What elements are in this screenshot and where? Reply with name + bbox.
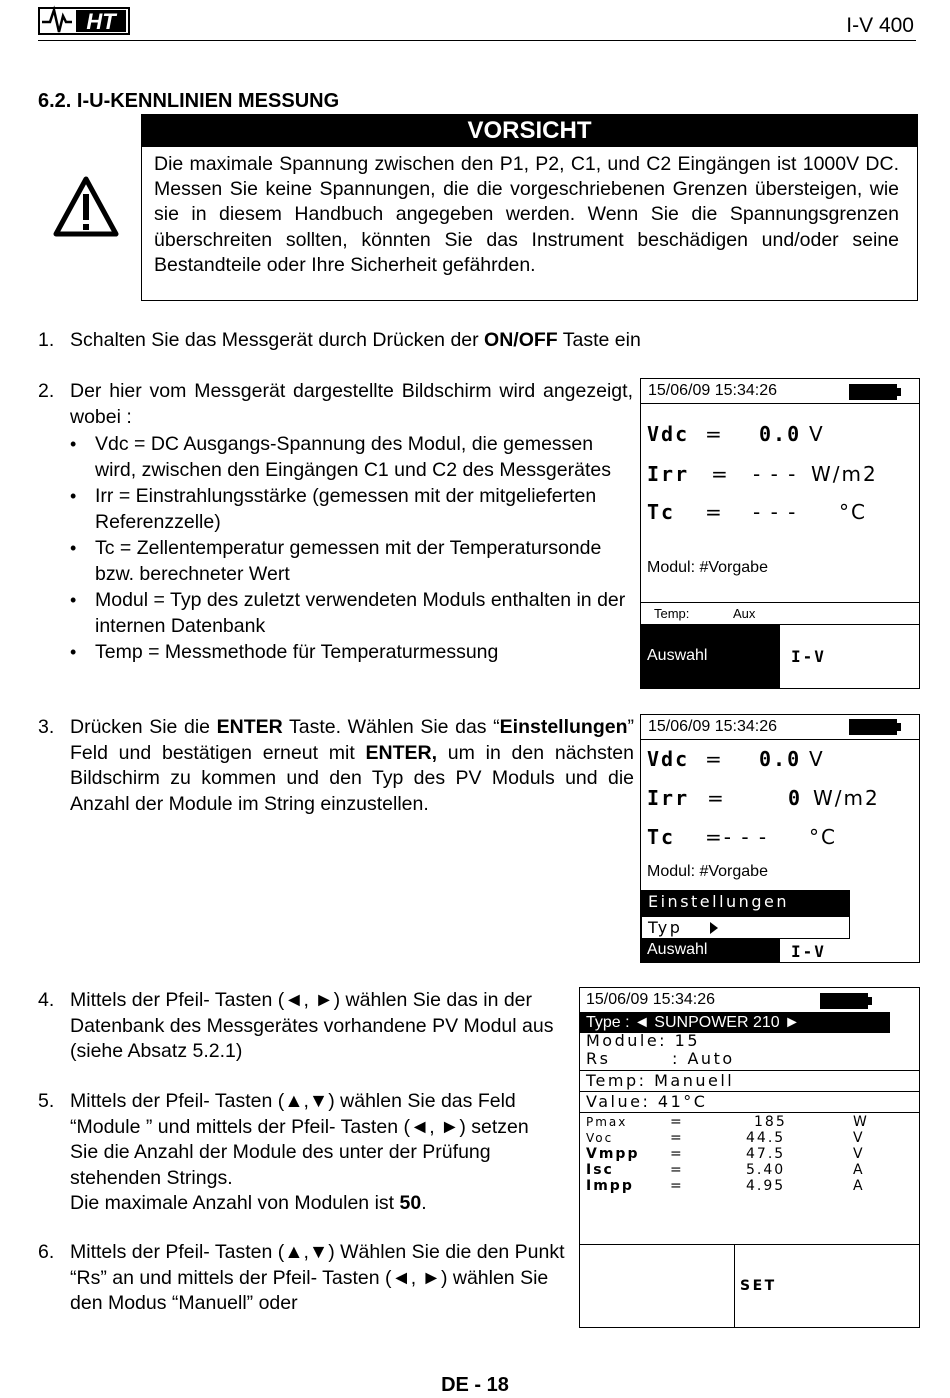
text-part: Schalten Sie das Messgerät durch Drücken der xyxy=(70,329,485,351)
header-divider xyxy=(38,40,916,41)
left-softkey[interactable] xyxy=(580,1245,734,1328)
rs-value[interactable]: : Auto xyxy=(672,1049,735,1068)
module-count[interactable]: Module: 15 xyxy=(586,1031,701,1050)
equals-sign: = xyxy=(705,500,724,524)
vdc-value: 0.0 xyxy=(759,747,802,771)
type-selector[interactable]: Type : ◄ SUNPOWER 210 ► xyxy=(580,1012,890,1033)
vdc-unit: V xyxy=(809,422,825,446)
divider xyxy=(641,602,919,603)
module-params xyxy=(580,1114,919,1194)
param-name: Isc xyxy=(586,1162,614,1178)
select-label: Auswahl xyxy=(647,941,708,958)
select-softkey[interactable] xyxy=(641,939,780,963)
text-part: Die maximale Anzahl von Modulen ist xyxy=(70,1192,400,1214)
screen-datetime: 15/06/09 15:34:26 xyxy=(586,991,716,1008)
temp-mode[interactable]: Temp: Manuell xyxy=(586,1071,735,1090)
equals-sign: = xyxy=(670,1114,684,1130)
step-number: 5. xyxy=(38,1090,55,1112)
param-name: Impp xyxy=(586,1178,634,1194)
param-row xyxy=(580,1178,919,1194)
key-name: ENTER, xyxy=(365,741,438,764)
param-row xyxy=(580,1162,919,1178)
divider xyxy=(580,1112,919,1113)
step-text xyxy=(70,328,641,354)
irr-value: 0 xyxy=(788,786,803,810)
param-row xyxy=(580,1130,919,1146)
select-softkey[interactable] xyxy=(641,625,780,689)
select-label: Auswahl xyxy=(647,647,708,664)
text-part: . xyxy=(421,1192,427,1214)
battery-icon xyxy=(849,384,897,400)
warning-box xyxy=(141,114,918,301)
instrument-screen-3 xyxy=(579,987,920,1328)
param-row xyxy=(580,1146,919,1162)
battery-icon xyxy=(820,993,868,1009)
vdc-unit: V xyxy=(809,747,825,771)
tc-unit: °C xyxy=(809,825,837,849)
text-part: Drücken Sie die xyxy=(70,716,217,738)
max-modules: 50 xyxy=(399,1192,422,1214)
key-name: ENTER xyxy=(216,716,283,738)
equals-sign: = xyxy=(705,422,724,446)
tc-label: Tc xyxy=(647,500,676,524)
step-number: 6. xyxy=(38,1241,55,1263)
step-note xyxy=(70,1191,550,1217)
rs-label[interactable]: Rs xyxy=(586,1049,611,1068)
equals-sign: = xyxy=(670,1130,684,1146)
instrument-screen-1 xyxy=(640,378,920,689)
equals-sign: = xyxy=(707,786,726,810)
param-value: 44.5 xyxy=(746,1130,786,1146)
step-number: 2. xyxy=(38,380,55,402)
param-value: 4.95 xyxy=(746,1178,786,1194)
step-text xyxy=(70,715,634,817)
temp-value: Aux xyxy=(733,606,756,621)
step-intro: Der hier vom Messgerät dargestellte Bildschirm wird angezeigt, wobei : xyxy=(70,380,633,428)
step-number: 4. xyxy=(38,989,55,1011)
section-title: 6.2. I-U-KENNLINIEN MESSUNG xyxy=(38,90,340,112)
modul-line: Modul: #Vorgabe xyxy=(647,559,768,576)
screen-datetime: 15/06/09 15:34:26 xyxy=(648,718,778,735)
menu-settings[interactable]: Einstellungen xyxy=(641,890,850,916)
step-text: Mittels der Pfeil- Tasten (◄, ►) wählen Sie das in der Datenbank des Messgerätes vorhandene PV Modul aus (siehe Absatz 5.2.1) xyxy=(70,989,554,1062)
equals-sign: = xyxy=(670,1162,684,1178)
list-item: • Temp = Messmethode für Temperaturmessung xyxy=(70,640,633,666)
irr-label: Irr xyxy=(647,786,690,810)
divider xyxy=(641,739,919,740)
param-name: Vmpp xyxy=(586,1146,640,1162)
list-item: • Vdc = DC Ausgangs-Spannung des Modul, die gemessen wird, zwischen den Eingängen C1 und C2 des Messgerätes xyxy=(70,432,633,483)
arrow-right-icon xyxy=(710,922,718,934)
battery-icon xyxy=(849,719,897,735)
param-unit: A xyxy=(853,1178,865,1194)
irr-label: Irr xyxy=(647,462,690,486)
set-softkey[interactable]: SET xyxy=(740,1278,777,1294)
text-part: Taste ein xyxy=(557,329,641,351)
step-text: Mittels der Pfeil- Tasten (▲,▼) wählen Sie das Feld “Module ” und mittels der Pfeil- Tasten (◄, ►) setzen Sie die Anzahl der Module des unter der Prüfung stehenden Strings. xyxy=(70,1090,529,1189)
step-number: 1. xyxy=(38,329,55,351)
tc-label: Tc xyxy=(647,825,676,849)
warning-title: VORSICHT xyxy=(142,115,917,147)
param-unit: A xyxy=(853,1162,865,1178)
key-name: ON/OFF xyxy=(484,329,558,351)
temp-value[interactable]: Value: 41°C xyxy=(586,1092,708,1111)
softkey-divider xyxy=(734,1244,735,1328)
param-name: Voc xyxy=(586,1131,614,1145)
menu-type-label: Typ xyxy=(648,918,683,937)
modul-line: Modul: #Vorgabe xyxy=(647,863,768,880)
vdc-label: Vdc xyxy=(647,747,690,771)
warning-text: Die maximale Spannung zwischen den P1, P2, C1, und C2 Eingängen ist 1000V DC. Messen Sie keine Spannungen, die die vorgeschriebenen Grenzen übersteigen, wie sie in diesem Handbuch angegeben werden. Wenn Sie die Spannungsgrenzen überschreiten sollten, könnten Sie das Instrument beschädigen und/oder seine Bestandteile oder Ihre Sicherheit gefährden. xyxy=(154,153,899,276)
mode-softkey[interactable]: I-V xyxy=(791,942,826,961)
text-part: ” Feld und bestätigen erneut mit xyxy=(70,716,634,764)
brand-text: HT xyxy=(86,9,116,34)
mode-softkey[interactable]: I-V xyxy=(791,647,826,666)
irr-unit: W/m2 xyxy=(811,462,878,486)
ht-logo xyxy=(38,4,130,36)
tc-unit: °C xyxy=(839,500,867,524)
list-item: • Tc = Zellentemperatur gemessen mit der Temperatursonde bzw. berechneter Wert xyxy=(70,536,633,587)
list-item: • Irr = Einstrahlungsstärke (gemessen mit der mitgelieferten Referenzzelle) xyxy=(70,484,633,535)
page-number: DE - 18 xyxy=(441,1374,509,1396)
equals-sign: = xyxy=(670,1146,684,1162)
irr-unit: W/m2 xyxy=(813,786,880,810)
divider xyxy=(641,403,919,404)
param-value: 185 xyxy=(754,1114,787,1130)
temp-label: Temp: xyxy=(654,606,690,621)
param-row xyxy=(580,1114,919,1130)
field-list xyxy=(70,432,633,666)
text-part: um in den nächsten Bildschirm zu kommen und den Typ des PV Moduls und die Anzahl der Module im String einzustellen. xyxy=(70,741,634,815)
param-value: 47.5 xyxy=(746,1146,786,1162)
list-item: • Modul = Typ des zuletzt verwendeten Moduls enthalten in der internen Datenbank xyxy=(70,588,633,639)
step-number: 3. xyxy=(38,716,55,738)
equals-sign: = xyxy=(670,1178,684,1194)
vdc-value: 0.0 xyxy=(759,422,802,446)
equals-sign: = xyxy=(711,462,730,486)
warning-triangle-icon xyxy=(53,176,119,238)
model-name: I-V 400 xyxy=(846,14,914,37)
tc-value: =- - - xyxy=(705,825,769,849)
equals-sign: = xyxy=(705,747,724,771)
text-part: Taste. Wählen Sie das “ xyxy=(282,716,500,738)
screen-datetime: 15/06/09 15:34:26 xyxy=(648,382,778,399)
param-unit: V xyxy=(853,1130,865,1146)
param-unit: W xyxy=(853,1114,869,1130)
step-text: Mittels der Pfeil- Tasten (▲,▼) Wählen Sie die den Punkt “Rs” an und mittels der Pfeil- Tasten (◄, ►) wählen Sie den Modus “Manuell” oder xyxy=(70,1241,565,1314)
field-name: Einstellungen xyxy=(499,716,628,738)
param-value: 5.40 xyxy=(746,1162,786,1178)
instrument-screen-2 xyxy=(640,714,920,963)
menu-type[interactable] xyxy=(641,916,850,939)
tc-value: - - - xyxy=(753,500,798,524)
vdc-label: Vdc xyxy=(647,422,690,446)
param-unit: V xyxy=(853,1146,865,1162)
irr-value: - - - xyxy=(753,462,798,486)
param-name: Pmax xyxy=(586,1115,628,1129)
